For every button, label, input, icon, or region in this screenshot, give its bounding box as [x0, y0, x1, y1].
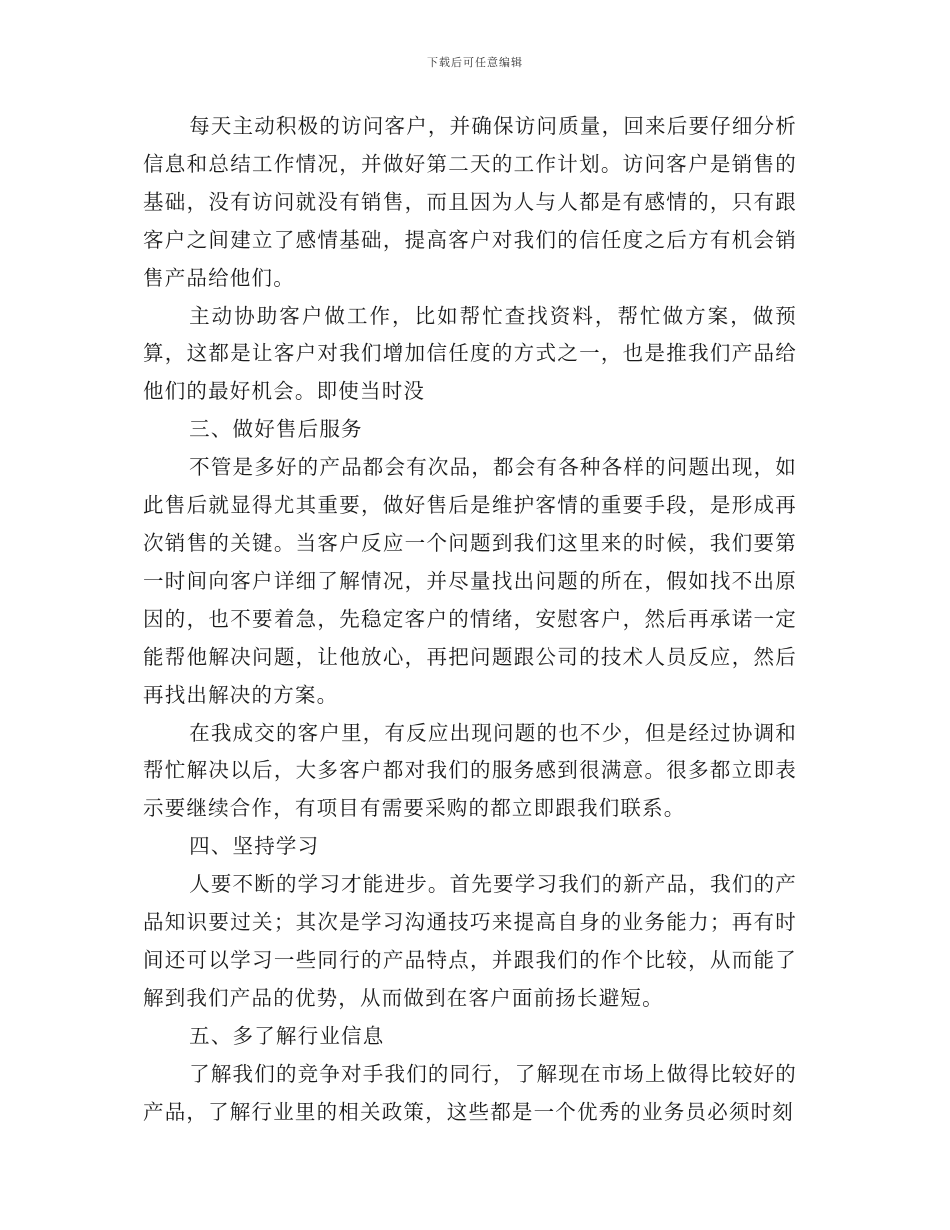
paragraph-industry-info: 了解我们的竞争对手我们的同行，了解现在市场上做得比较好的产品，了解行业里的相关政策，这些都是一个优秀的业务员必须时刻: [143, 1061, 797, 1124]
paragraph-client-feedback: 在我成交的客户里，有反应出现问题的也不少，但是经过协调和帮忙解决以后，大多客户都对我们的服务感到很满意。很多都立即表示要继续合作，有项目有需要采购的都立即跟我们联系。: [143, 720, 797, 821]
header-note: 下载后可任意编辑: [427, 56, 523, 69]
paragraph-visit-clients: 每天主动积极的访问客户，并确保访问质量，回来后要仔细分析信息和总结工作情况，并做好第二天的工作计划。访问客户是销售的基础，没有访问就没有销售，而且因为人与人都是有感情的，只有跟客户之间建立了感情基础，提高客户对我们的信任度之后方有机会销售产品给他们。: [143, 114, 797, 290]
paragraph-after-sales: 不管是多好的产品都会有次品，都会有各种各样的问题出现，如此售后就显得尤其重要，做好售后是维护客情的重要手段，是形成再次销售的关键。当客户反应一个问题到我们这里来的时候，我们要第一时间向客户详细了解情况，并尽量找出问题的所在，假如找不出原因的，也不要着急，先稳定客户的情绪，安慰客户，然后再承诺一定能帮他解决问题，让他放心，再把问题跟公司的技术人员反应，然后再找出解决的方案。: [143, 455, 797, 707]
section-heading-industry-info: 五、多了解行业信息: [189, 1023, 385, 1048]
paragraph-assist-clients: 主动协助客户做工作，比如帮忙查找资料，帮忙做方案，做预算，这都是让客户对我们增加信任度的方式之一，也是推我们产品给他们的最好机会。即使当时没: [143, 303, 797, 404]
section-heading-keep-learning: 四、坚持学习: [189, 834, 320, 859]
paragraph-keep-learning: 人要不断的学习才能进步。首先要学习我们的新产品，我们的产品知识要过关；其次是学习沟通技巧来提高自身的业务能力；再有时间还可以学习一些同行的产品特点，并跟我们的作个比较，从而能了解到我们产品的优势，从而做到在客户面前扬长避短。: [143, 872, 797, 1010]
section-heading-after-sales: 三、做好售后服务: [189, 417, 363, 442]
document-body: [143, 108, 797, 1131]
